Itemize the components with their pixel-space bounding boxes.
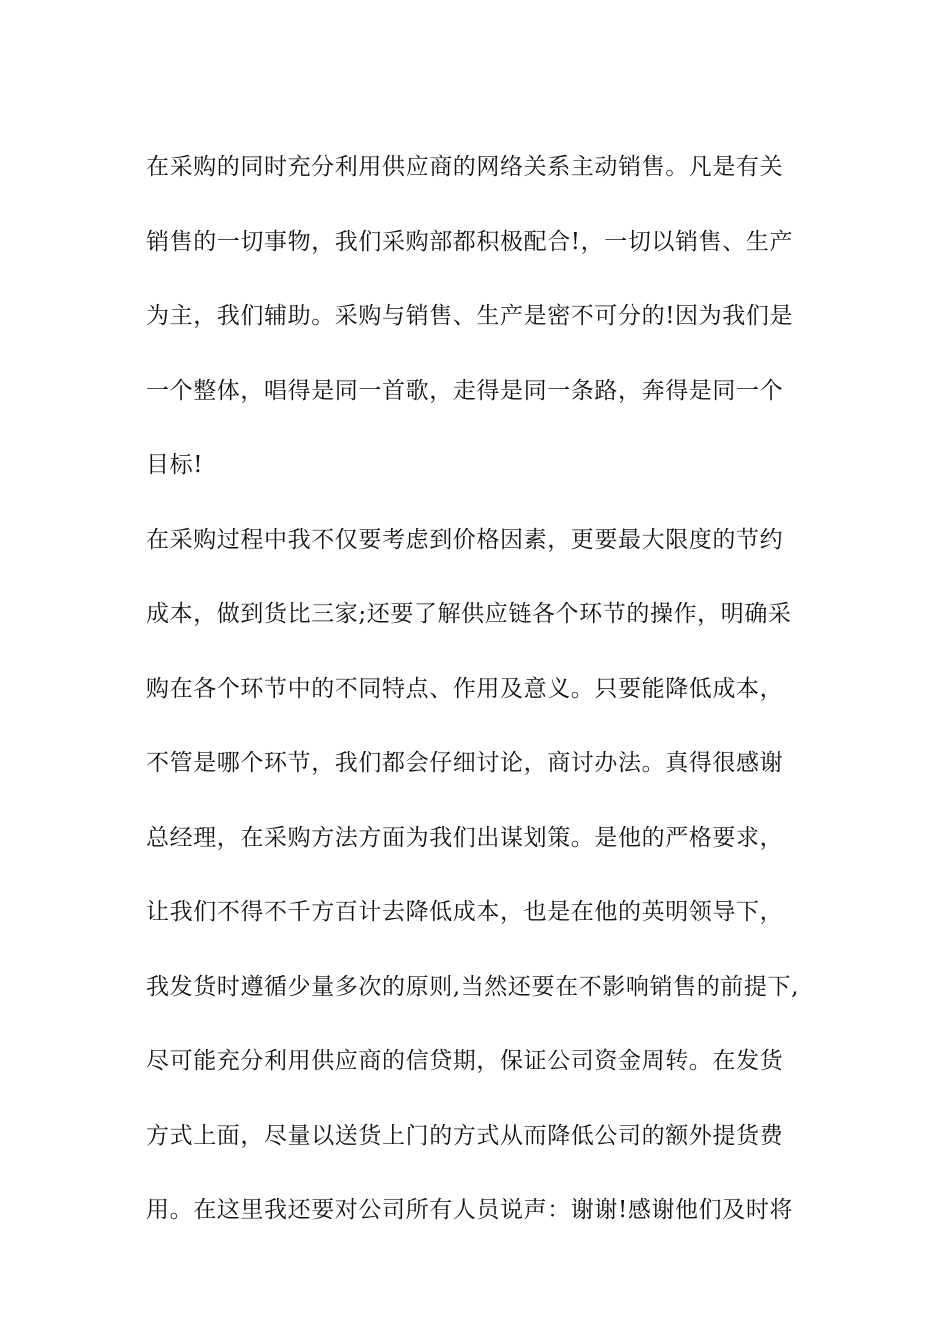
- document-body: [146, 130, 836, 1248]
- text-line: 用。在这里我还要对公司所有人员说声：谢谢!感谢他们及时将: [146, 1197, 794, 1223]
- paragraph-1: [146, 130, 836, 503]
- text-line: 方式上面，尽量以送货上门的方式从而降低公司的额外提货费: [146, 1122, 784, 1149]
- text-line: 一个整体，唱得是同一首歌，走得是同一条路，奔得是同一个: [146, 377, 784, 404]
- text-line: 我发货时遵循少量多次的原则,当然还要在不影响销售的前提下,: [146, 973, 800, 1000]
- text-line: 购在各个环节中的不同特点、作用及意义。只要能降低成本，: [146, 675, 784, 702]
- text-line: 在采购的同时充分利用供应商的网络关系主动销售。凡是有关: [146, 154, 784, 180]
- text-line: 销售的一切事物，我们采购部都积极配合!，一切以销售、生产: [146, 228, 794, 255]
- text-line: 让我们不得不千方百计去降低成本，也是在他的英明领导下，: [146, 899, 784, 925]
- paragraph-2: [146, 503, 836, 1248]
- text-line: 成本，做到货比三家;还要了解供应链各个环节的操作，明确采: [146, 601, 792, 627]
- text-line: 不管是哪个环节，我们都会仔细讨论，商讨办法。真得很感谢: [146, 750, 784, 776]
- text-line: 尽可能充分利用供应商的信贷期，保证公司资金周转。在发货: [146, 1048, 784, 1074]
- text-line: 目标!: [146, 452, 204, 478]
- text-line: 总经理，在采购方法方面为我们出谋划策。是他的严格要求，: [146, 824, 784, 851]
- text-line: 在采购过程中我不仅要考虑到价格因素，更要最大限度的节约: [146, 526, 784, 553]
- text-line: 为主，我们辅助。采购与销售、生产是密不可分的!因为我们是: [146, 303, 794, 329]
